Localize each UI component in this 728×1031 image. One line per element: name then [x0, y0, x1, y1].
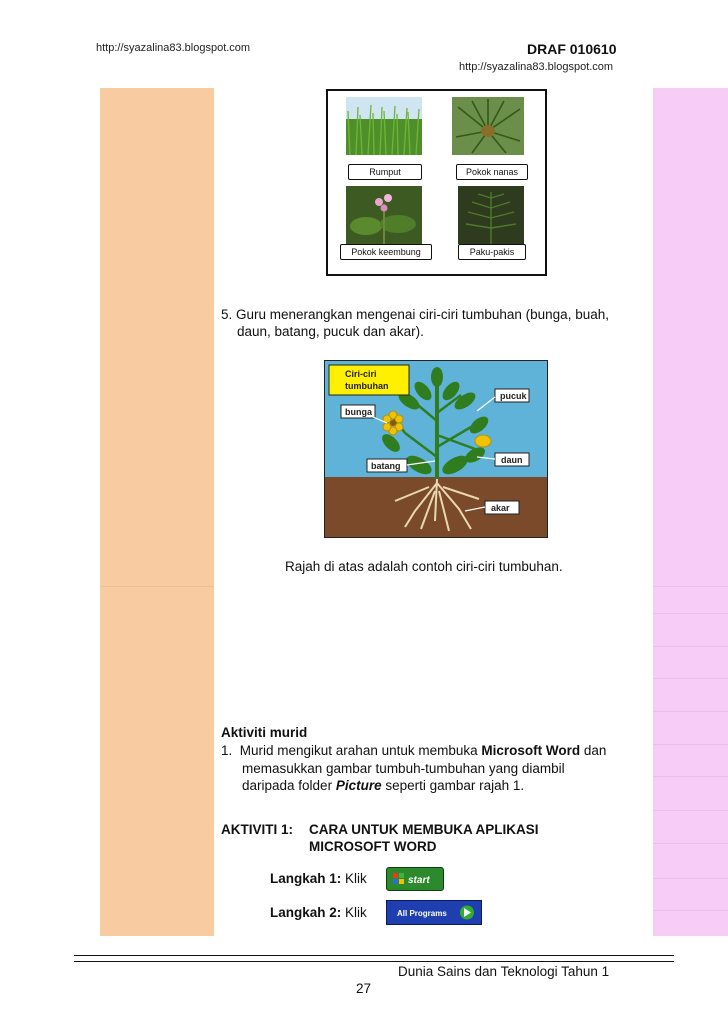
step-1-action: Klik [345, 871, 367, 886]
draft-label: DRAF 010610 [527, 41, 617, 57]
photo-caption: Pokok nanas [456, 164, 528, 180]
start-button[interactable] [386, 867, 444, 891]
step-5-line-2: daun, batang, pucuk dan akar). [237, 324, 424, 339]
start-button-label: start [408, 875, 430, 886]
plant-parts-diagram [324, 360, 548, 538]
book-title: Dunia Sains dan Teknologi Tahun 1 [398, 964, 610, 979]
step-1-label: Langkah 1: [270, 871, 342, 886]
diagram-title-line-2: tumbuhan [345, 381, 389, 391]
windows-logo-icon [393, 873, 404, 884]
fern-photo-icon [458, 186, 524, 244]
all-programs-label: All Programs [397, 909, 447, 918]
step-2-action: Klik [345, 905, 367, 920]
label-bunga: bunga [345, 407, 372, 417]
label-akar: akar [491, 503, 510, 513]
line3-suffix: seperti gambar rajah 1. [381, 778, 525, 793]
aktiviti-1-title-line-1: CARA UNTUK MEMBUKA APLIKASI [309, 822, 539, 837]
activity-item-after: dan [580, 743, 607, 758]
pineapple-plant-photo-icon [452, 97, 524, 155]
grass-photo-icon [346, 97, 422, 155]
line3-prefix: daripada folder [242, 778, 336, 793]
header-url-left: http://syazalina83.blogspot.com [96, 42, 251, 54]
step-2 [270, 904, 367, 922]
aktiviti-1-label: AKTIVITI 1: [221, 822, 294, 837]
label-batang: batang [371, 461, 401, 471]
activity-item-line-3 [242, 777, 524, 795]
right-pink-band [653, 88, 728, 936]
footer-rule-thin [74, 961, 674, 962]
activity-heading: Aktiviti murid [221, 725, 308, 740]
aktiviti-1-title-line-2: MICROSOFT WORD [309, 839, 437, 854]
app-name: Microsoft Word [481, 743, 581, 758]
diagram-caption: Rajah di atas adalah contoh ciri-ciri tumbuhan. [285, 559, 563, 574]
header-url-right: http://syazalina83.blogspot.com [459, 61, 614, 73]
step-1 [270, 870, 367, 888]
photo-caption: Rumput [348, 164, 422, 180]
balsam-plant-photo-icon [346, 186, 422, 244]
photo-caption: Paku-pakis [458, 244, 526, 260]
step-5-line-1: 5. Guru menerangkan mengenai ciri-ciri tumbuhan (bunga, buah, [221, 307, 609, 322]
label-daun: daun [501, 455, 523, 465]
step-2-label: Langkah 2: [270, 905, 342, 920]
label-pucuk: pucuk [500, 391, 527, 401]
page-number: 27 [356, 981, 372, 996]
photo-caption: Pokok keembung [340, 244, 432, 260]
activity-item-prefix: 1. Murid mengikut arahan untuk membuka [221, 743, 482, 758]
left-peach-band [100, 88, 214, 936]
activity-item-1 [221, 742, 606, 760]
footer-rule [74, 955, 674, 956]
all-programs-button[interactable] [386, 900, 482, 925]
activity-item-line-2: memasukkan gambar tumbuh-tumbuhan yang diambil [242, 761, 565, 776]
diagram-title-line-1: Ciri-ciri [345, 369, 377, 379]
plant-photos-panel [326, 89, 547, 276]
folder-name: Picture [335, 778, 382, 793]
